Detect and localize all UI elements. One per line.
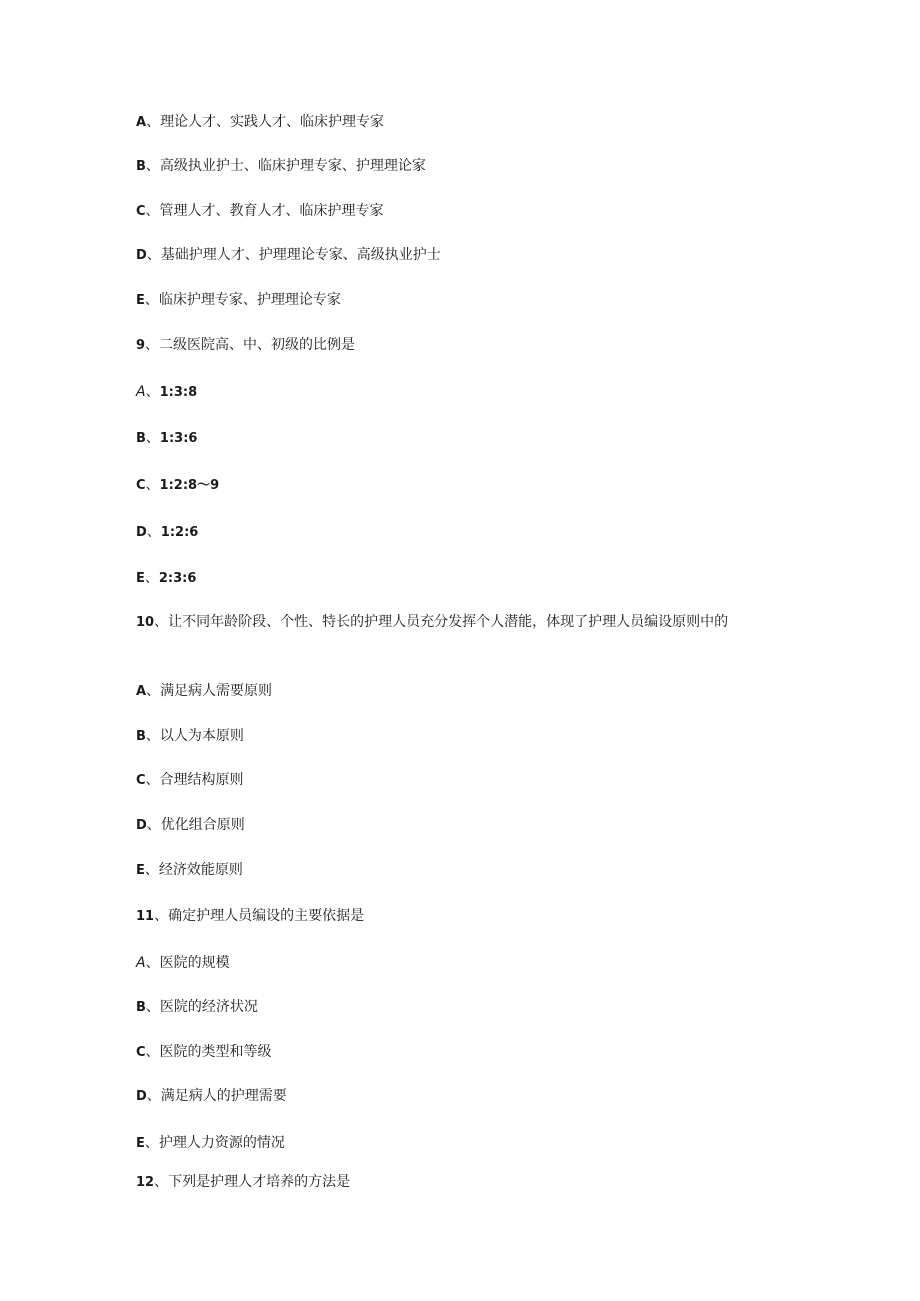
option-line — [136, 426, 786, 451]
option-line — [136, 1084, 786, 1109]
separator: 、 — [144, 862, 159, 878]
option-line — [136, 199, 786, 224]
question-number: 10 — [136, 615, 155, 630]
separator: 、 — [145, 384, 160, 400]
separator: 、 — [145, 1044, 160, 1060]
option-text: 满足病人需要原则 — [160, 683, 273, 699]
question-number: 12 — [136, 1175, 155, 1190]
option-marker: C — [136, 1045, 146, 1060]
option-text: 基础护理人才、护理理论专家、高级执业护士 — [160, 247, 441, 263]
option-marker: B — [136, 729, 146, 744]
question-number: 11 — [136, 909, 155, 924]
separator: 、 — [145, 728, 160, 744]
option-text: 理论人才、实践人才、临床护理专家 — [160, 114, 385, 130]
separator: 、 — [146, 247, 161, 263]
option-line — [136, 154, 786, 179]
question-line — [136, 904, 786, 929]
question-text: 让不同年龄阶段、个性、特长的护理人员充分发挥个人潜能，体现了护理人员编设原则中的 — [168, 614, 729, 630]
option-line — [136, 951, 786, 975]
separator: 、 — [145, 158, 160, 174]
option-line — [136, 566, 786, 591]
separator: 、 — [145, 430, 160, 446]
option-marker: C — [136, 773, 146, 788]
option-text: 以人为本原则 — [159, 728, 244, 744]
separator: 、 — [146, 114, 161, 130]
separator: 、 — [144, 292, 159, 308]
option-marker: D — [136, 248, 147, 263]
option-line — [136, 380, 786, 405]
option-marker: A — [136, 684, 147, 699]
separator: 、 — [146, 1088, 161, 1104]
separator: 、 — [154, 614, 169, 630]
question-text: 确定护理人员编设的主要依据是 — [168, 908, 365, 924]
separator: 、 — [145, 203, 160, 219]
option-line — [136, 679, 786, 704]
option-line — [136, 768, 786, 793]
question-line — [136, 1170, 786, 1195]
option-text: 管理人才、教育人才、临床护理专家 — [159, 203, 384, 219]
separator: 、 — [154, 908, 169, 924]
option-text: 临床护理专家、护理理论专家 — [158, 292, 341, 308]
option-marker: E — [136, 293, 145, 308]
option-marker: A — [136, 955, 146, 971]
option-line — [136, 858, 786, 883]
option-marker: E — [136, 863, 145, 878]
separator: 、 — [145, 772, 160, 788]
separator: 、 — [145, 477, 160, 493]
option-marker: A — [136, 384, 146, 400]
separator: 、 — [145, 999, 160, 1015]
option-marker: D — [136, 818, 147, 833]
option-marker: D — [136, 1089, 147, 1104]
option-marker: E — [136, 1136, 145, 1151]
option-marker: A — [136, 115, 147, 130]
option-line — [136, 288, 786, 313]
option-marker: C — [136, 478, 146, 493]
option-text: 护理人力资源的情况 — [158, 1135, 285, 1151]
question-text: 二级医院高、中、初级的比例是 — [159, 337, 356, 353]
option-marker: B — [136, 431, 146, 446]
option-marker: B — [136, 1000, 146, 1015]
option-line — [136, 1131, 786, 1156]
option-line — [136, 243, 786, 268]
separator: 、 — [154, 1174, 169, 1190]
separator: 、 — [144, 1135, 159, 1151]
option-text: 1:3:6 — [159, 431, 198, 446]
option-text: 1:2:8～9 — [159, 478, 220, 493]
separator: 、 — [145, 337, 160, 353]
option-line — [136, 995, 786, 1020]
option-text: 满足病人的护理需要 — [160, 1088, 287, 1104]
separator: 、 — [145, 955, 160, 971]
option-line — [136, 520, 786, 545]
option-marker: C — [136, 204, 146, 219]
question-text: 下列是护理人才培养的方法是 — [168, 1174, 351, 1190]
option-text: 高级执业护士、临床护理专家、护理理论家 — [159, 158, 426, 174]
question-number: 9 — [136, 338, 146, 353]
option-line — [136, 724, 786, 749]
option-marker: B — [136, 159, 146, 174]
option-text: 1:3:8 — [159, 385, 198, 400]
separator: 、 — [144, 570, 159, 586]
question-line — [136, 333, 786, 358]
option-text: 医院的类型和等级 — [159, 1044, 272, 1060]
option-text: 1:2:6 — [160, 525, 199, 540]
option-text: 医院的经济状况 — [159, 999, 258, 1015]
option-line — [136, 813, 786, 838]
question-line — [136, 610, 776, 635]
option-line — [136, 473, 786, 498]
option-text: 2:3:6 — [158, 571, 197, 586]
option-marker: E — [136, 571, 145, 586]
separator: 、 — [146, 683, 161, 699]
option-line — [136, 110, 786, 135]
option-marker: D — [136, 525, 147, 540]
option-line — [136, 1040, 786, 1065]
option-text: 经济效能原则 — [158, 862, 243, 878]
option-text: 医院的规模 — [159, 955, 230, 971]
option-text: 优化组合原则 — [160, 817, 245, 833]
option-text: 合理结构原则 — [159, 772, 244, 788]
separator: 、 — [146, 817, 161, 833]
separator: 、 — [146, 524, 161, 540]
